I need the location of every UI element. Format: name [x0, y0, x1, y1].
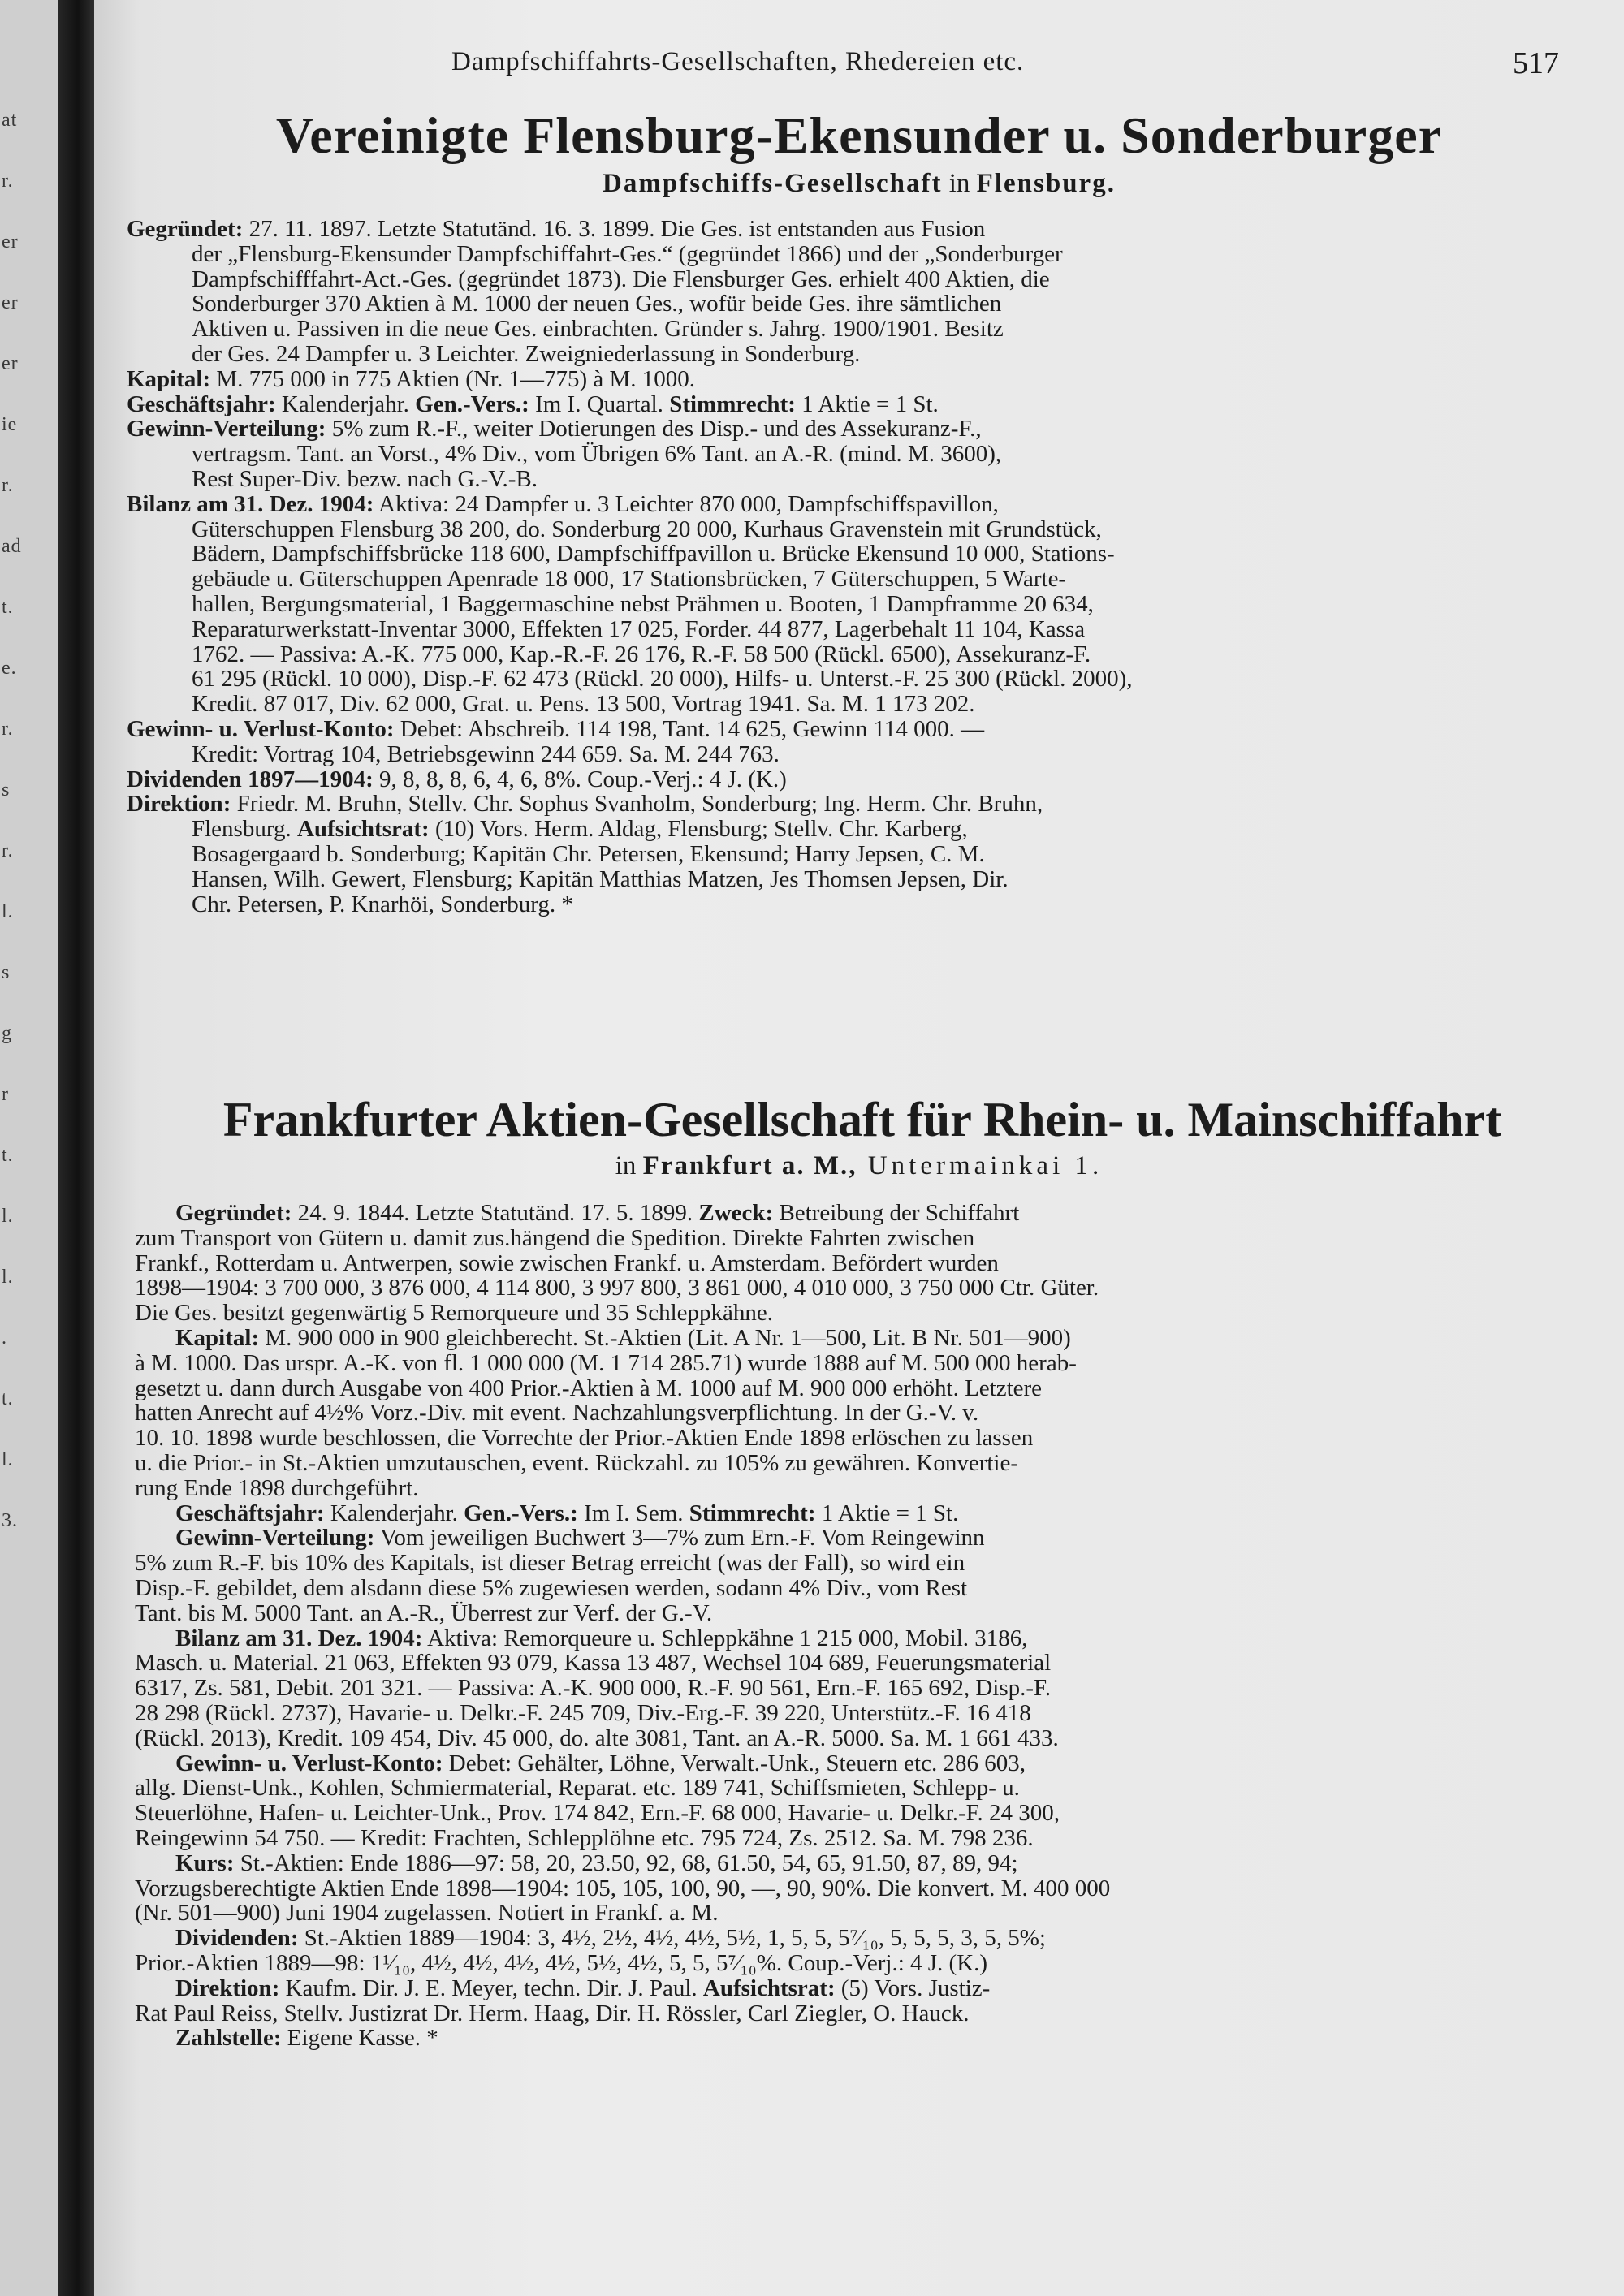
field-text: 28 298 (Rückl. 2737), Havarie- u. Delkr.-F. 245 709, Div.-Erg.-F. 39 220, Unterstütz.-F. 16 418	[135, 1700, 1031, 1726]
field-label: Kapital:	[175, 1325, 260, 1351]
field-label: Dividenden:	[175, 1925, 299, 1952]
field-text: Kalenderjahr.	[324, 1500, 464, 1526]
field-label: Gen.-Vers.:	[464, 1500, 578, 1526]
company1-text-line	[192, 667, 1133, 691]
field-label: Gewinn-Verteilung:	[127, 416, 326, 442]
field-text: allg. Dienst-Unk., Kohlen, Schmiermaterial, Reparat. etc. 189 741, Schiffsmieten, Schlepp- u.	[135, 1775, 1020, 1802]
company1-subtitle-name: Dampfschiffs-Gesellschaft	[603, 169, 943, 198]
field-text: 27. 11. 1897. Letzte Statutänd. 16. 3. 1899. Die Ges. ist entstanden aus Fusion	[243, 216, 986, 242]
adjacent-page-fragment: r.	[2, 719, 14, 740]
field-text: St.-Aktien 1889—1904: 3, 4½, 2½, 4½, 4½, 5½, 1, 5, 5, 5⁷⁄₁₀, 5, 5, 5, 3, 5, 5%;	[298, 1925, 1046, 1952]
field-label: Gegründet:	[175, 1200, 292, 1226]
company2-text-line	[135, 1377, 1042, 1400]
field-label: Kapital:	[127, 365, 211, 392]
company1-text-line	[127, 768, 787, 792]
adjacent-page-fragment: ie	[2, 414, 18, 435]
company2-text-line	[135, 1452, 1018, 1475]
company1-text-line	[127, 365, 696, 392]
company2-text-line	[135, 1224, 975, 1251]
field-label: Gewinn- u. Verlust-Konto:	[175, 1750, 443, 1776]
company1-text-line	[192, 693, 974, 716]
field-text: vertragsm. Tant. an Vorst., 4% Div., vom Übrigen 6% Tant. an A.-R. (mind. M. 3600),	[192, 441, 1002, 468]
field-text: Hansen, Wilh. Gewert, Flensburg; Kapitän Matthias Matzen, Jes Thomsen Jepsen, Dir.	[192, 865, 1009, 892]
field-text: Tant. bis M. 5000 Tant. an A.-R., Überrest zur Verf. der G.-V.	[135, 1599, 713, 1626]
field-text: 9, 8, 8, 8, 6, 4, 6, 8%. Coup.-Verj.: 4 J. (K.)	[373, 766, 787, 792]
adjacent-page-fragment: l.	[2, 1449, 14, 1470]
company2-text-line	[135, 1349, 1077, 1376]
field-label: Aufsichtsrat:	[296, 816, 430, 843]
field-text: Steuerlöhne, Hafen- u. Leichter-Unk., Prov. 174 842, Ern.-F. 68 000, Havarie- u. Delkr.-F. 24 300,	[135, 1800, 1060, 1827]
adjacent-page-fragment: at	[2, 110, 18, 131]
field-label: Gewinn-Verteilung:	[175, 1525, 375, 1552]
field-text: 6317, Zs. 581, Debit. 201 321. — Passiva: A.-K. 900 000, R.-F. 90 561, Ern.-F. 165 692, Disp.-F.	[135, 1675, 1052, 1702]
field-text: Masch. u. Material. 21 063, Effekten 93 079, Kassa 13 487, Wechsel 104 689, Feuerungsmaterial	[135, 1650, 1052, 1677]
company1-text-line	[192, 643, 1091, 667]
field-text: 1898—1904: 3 700 000, 3 876 000, 4 114 800, 3 997 800, 3 861 000, 4 010 000, 3 750 000 Ctr. Güter.	[135, 1275, 1099, 1301]
company2-text-line	[135, 1724, 1059, 1751]
field-text: St.-Aktien: Ende 1886—97: 58, 20, 23.50, 92, 68, 61.50, 54, 65, 91.50, 87, 89, 94;	[234, 1849, 1018, 1876]
company1-text-line	[192, 568, 1066, 591]
field-text: 1 Aktie = 1 St.	[795, 391, 939, 417]
field-text: gebäude u. Güterschuppen Apenrade 18 000, 17 Stationsbrücken, 7 Güterschuppen, 5 Warte-	[192, 566, 1067, 593]
adjacent-page-fragment: er	[2, 353, 19, 374]
company2-text-line	[135, 1702, 1031, 1725]
book-gutter	[58, 0, 94, 2296]
company2-text-line	[135, 1301, 773, 1325]
company1-text-line	[127, 490, 999, 517]
field-text: Prior.-Aktien 1889—98: 1¹⁄₁₀, 4½, 4½, 4½, 4½, 5½, 4½, 5, 5, 5⁷⁄₁₀%. Coup.-Verj.: 4 J. (K.)	[135, 1950, 988, 1976]
field-text: zum Transport von Gütern u. damit zus.hängend die Spedition. Direkte Fahrten zwischen	[135, 1224, 975, 1251]
company2-subtitle-place: Frankfurt a. M.,	[642, 1151, 857, 1180]
company1-text-line	[192, 865, 1009, 892]
company1-text-line	[192, 593, 1094, 616]
field-label: Aufsichtsrat:	[702, 1974, 836, 2001]
company2-text-line	[135, 1802, 1060, 1825]
adjacent-page-fragment: s	[2, 962, 11, 983]
field-label: Bilanz am 31. Dez. 1904:	[127, 490, 374, 517]
company1-subtitle-place: Flensburg.	[976, 169, 1116, 198]
field-text: M. 900 000 in 900 gleichberecht. St.-Aktien (Lit. A Nr. 1—500, Lit. B Nr. 501—900)	[259, 1325, 1071, 1351]
company2-text-line	[135, 1827, 1034, 1850]
adjacent-page-fragment: t.	[2, 1145, 14, 1166]
adjacent-page-fragment: .	[2, 1327, 7, 1349]
company1-text-line	[192, 343, 860, 366]
adjacent-page-fragment: l.	[2, 1267, 14, 1288]
adjacent-page-fragment: r.	[2, 170, 14, 192]
company2-text-line	[175, 1327, 1071, 1350]
book-page	[94, 0, 1624, 2296]
company2-title: Frankfurter Aktien-Gesellschaft für Rhein- u. Mainschiffahrt	[222, 1093, 1502, 1146]
adjacent-page-strip	[0, 0, 58, 2296]
field-text: Kredit: Vortrag 104, Betriebsgewinn 244 659. Sa. M. 244 763.	[192, 740, 780, 767]
company2-text-line	[135, 1599, 713, 1626]
adjacent-page-fragment: er	[2, 231, 19, 252]
company1-text-line	[192, 740, 780, 767]
field-text: Kalenderjahr.	[275, 391, 416, 417]
company2-text-line	[135, 2002, 970, 2026]
field-label: Gen.-Vers.:	[415, 391, 529, 417]
company2-text-line	[135, 1677, 1051, 1700]
company2-text-line	[135, 1651, 1051, 1675]
company1-subtitle	[94, 169, 1624, 199]
field-text: Vorzugsberechtigte Aktien Ende 1898—1904: 105, 105, 100, 90, —, 90, 90%. Die konvert. M. 400 000	[135, 1875, 1111, 1901]
company1-subtitle-in: in	[948, 169, 970, 198]
company1-text-line	[192, 893, 573, 917]
field-label: Kurs:	[175, 1849, 235, 1876]
field-text: Betreibung der Schiffahrt	[773, 1200, 1020, 1226]
company2-text-line	[175, 1526, 985, 1550]
field-text: der Ges. 24 Dampfer u. 3 Leichter. Zweigniederlassung in Sonderburg.	[192, 341, 861, 367]
company1-text-line	[127, 393, 939, 416]
field-text: Vom jeweiligen Buchwert 3—7% zum Ern.-F. Vom Reingewinn	[374, 1525, 985, 1552]
field-label: Direktion:	[175, 1974, 280, 2001]
field-text: Rat Paul Reiss, Stellv. Justizrat Dr. Herm. Haag, Dir. H. Rössler, Carl Ziegler, O. Hauck.	[135, 2000, 970, 2026]
page-number: 517	[1513, 46, 1559, 80]
field-text: 24. 9. 1844. Letzte Statutänd. 17. 5. 1899.	[292, 1200, 699, 1226]
field-text: (10) Vors. Herm. Aldag, Flensburg; Stellv. Chr. Karberg,	[429, 816, 968, 843]
company1-text-line	[127, 417, 982, 441]
company1-text-line	[192, 468, 538, 491]
company1-text-line	[192, 843, 985, 866]
adjacent-page-fragment: e.	[2, 658, 17, 679]
company2-text-line	[135, 1877, 1110, 1901]
field-text: Kredit. 87 017, Div. 62 000, Grat. u. Pens. 13 500, Vortrag 1941. Sa. M. 1 173 202.	[192, 691, 975, 718]
company2-text-line	[175, 1974, 991, 2001]
field-text: 10. 10. 1898 wurde beschlossen, die Vorrechte der Prior.-Aktien Ende 1898 erlöschen zu lassen	[135, 1425, 1034, 1452]
adjacent-page-fragment: s	[2, 779, 11, 801]
field-text: Bosagergaard b. Sonderburg; Kapitän Chr. Petersen, Ekensund; Harry Jepsen, C. M.	[192, 841, 985, 867]
field-text: hallen, Bergungsmaterial, 1 Baggermaschine nebst Prähmen u. Booten, 1 Dampframme 20 634,	[192, 591, 1094, 617]
adjacent-page-fragment: r.	[2, 840, 14, 861]
field-text: Kaufm. Dir. J. E. Meyer, techn. Dir. J. Paul.	[279, 1974, 703, 2001]
field-label: Gegründet:	[127, 216, 244, 242]
company2-text-line	[135, 1577, 967, 1600]
field-text: (Rückl. 2013), Kredit. 109 454, Div. 45 000, do. alte 3081, Tant. an A.-R. 5000. Sa. M. 1 661 433.	[135, 1724, 1059, 1751]
company2-text-line	[175, 1927, 1046, 1950]
adjacent-page-fragment: t.	[2, 1388, 14, 1409]
field-text: Dampfschifffahrt-Act.-Ges. (gegründet 1873). Die Flensburger Ges. erhielt 400 Aktien, die	[192, 265, 1050, 292]
field-text: u. die Prior.- in St.-Aktien umzutauschen, event. Rückzahl. zu 105% zu gewähren. Konvertie-	[135, 1450, 1018, 1476]
field-label: Bilanz am 31. Dez. 1904:	[175, 1625, 423, 1651]
company2-text-line	[135, 1249, 999, 1276]
field-label: Geschäftsjahr:	[127, 391, 276, 417]
field-text: Aktiva: 24 Dampfer u. 3 Leichter 870 000, Dampfschiffspavillon,	[374, 490, 999, 517]
company1-text-line	[127, 218, 985, 241]
running-head: Dampfschiffahrts-Gesellschaften, Rhedereien etc.	[451, 47, 1025, 76]
company2-text-line	[175, 1627, 1028, 1651]
company2-text-line	[135, 1552, 965, 1575]
company1-text-line	[127, 718, 984, 741]
field-label: Zweck:	[698, 1200, 774, 1226]
field-text: Die Ges. besitzt gegenwärtig 5 Remorqueure und 35 Schleppkähne.	[135, 1300, 774, 1327]
field-text: Güterschuppen Flensburg 38 200, do. Sonderburg 20 000, Kurhaus Gravenstein mit Grundstück,	[192, 516, 1102, 542]
adjacent-page-fragment: l.	[2, 1206, 14, 1227]
company2-text-line	[135, 1426, 1033, 1450]
field-text: 5% zum R.-F., weiter Dotierungen des Disp.- und des Assekuranz-F.,	[326, 416, 982, 442]
field-text: gesetzt u. dann durch Ausgabe von 400 Prior.-Aktien à M. 1000 auf M. 900 000 erhöht. Letztere	[135, 1375, 1043, 1401]
company1-text-line	[192, 542, 1115, 566]
adjacent-page-fragment: r.	[2, 475, 14, 496]
company2-text-line	[135, 1474, 419, 1501]
company2-text-line	[175, 2026, 438, 2050]
company2-subtitle-address: Untermainkai 1.	[857, 1151, 1104, 1180]
company1-text-line	[192, 518, 1102, 542]
adjacent-page-fragment: t.	[2, 597, 14, 618]
field-text: Bädern, Dampfschiffsbrücke 118 600, Dampfschiffpavillon u. Brücke Ekensund 10 000, Stations-	[192, 541, 1115, 568]
adjacent-page-fragment: r	[2, 1084, 9, 1105]
field-text: Im I. Quartal.	[529, 391, 670, 417]
field-text: Frankf., Rotterdam u. Antwerpen, sowie zwischen Frankf. u. Amsterdam. Befördert wurden	[135, 1249, 999, 1276]
field-text: rung Ende 1898 durchgeführt.	[135, 1474, 419, 1501]
company2-text-line	[135, 1952, 987, 1975]
field-text: Debet: Gehälter, Löhne, Verwalt.-Unk., Steuern etc. 286 603,	[443, 1750, 1026, 1776]
company1-text-line	[192, 818, 968, 841]
field-text: 1762. — Passiva: A.-K. 775 000, Kap.-R.-F. 26 176, R.-F. 58 500 (Rückl. 6500), Assekuranz-F.	[192, 641, 1091, 667]
field-text: Debet: Abschreib. 114 198, Tant. 14 625, Gewinn 114 000. —	[394, 716, 985, 742]
company2-text-line	[135, 1901, 718, 1925]
field-label: Stimmrecht:	[669, 391, 796, 417]
field-text: Rest Super-Div. bezw. nach G.-V.-B.	[192, 466, 538, 492]
field-text: 5% zum R.-F. bis 10% des Kapitals, ist dieser Betrag erreicht (was der Fall), so wird ein	[135, 1550, 965, 1577]
adjacent-page-fragment: 3.	[2, 1510, 18, 1531]
field-text: 61 295 (Rückl. 10 000), Disp.-F. 62 473 (Rückl. 20 000), Hilfs- u. Unterst.-F. 25 300 (Rückl. 2000),	[192, 666, 1133, 693]
company1-text-line	[192, 615, 1086, 642]
adjacent-page-fragment: ad	[2, 536, 22, 557]
field-text: 1 Aktie = 1 St.	[815, 1500, 959, 1526]
company2-text-line	[175, 1202, 1019, 1225]
field-text: Reingewinn 54 750. — Kredit: Frachten, Schlepplöhne etc. 795 724, Zs. 2512. Sa. M. 798 236.	[135, 1825, 1034, 1851]
adjacent-page-fragment: g	[2, 1023, 12, 1044]
field-label: Geschäftsjahr:	[175, 1500, 325, 1526]
company2-subtitle-in: in	[615, 1151, 637, 1180]
company1-text-line	[192, 240, 1063, 267]
field-label: Gewinn- u. Verlust-Konto:	[127, 716, 395, 742]
company1-text-line	[127, 792, 1043, 816]
field-text: Im I. Sem.	[577, 1500, 689, 1526]
company2-text-line	[135, 1401, 978, 1425]
adjacent-page-fragment: er	[2, 292, 19, 313]
field-text: hatten Anrecht auf 4½% Vorz.-Div. mit event. Nachzahlungsverpflichtung. In der G.-V. v.	[135, 1400, 979, 1426]
field-text: Sonderburger 370 Aktien à M. 1000 der neuen Ges., wofür beide Ges. ihre sämtlichen	[192, 291, 1002, 317]
adjacent-page-fragment: l.	[2, 901, 14, 922]
field-label: Zahlstelle:	[175, 2025, 282, 2052]
field-text: Reparaturwerkstatt-Inventar 3000, Effekten 17 025, Forder. 44 877, Lagerbehalt 11 104, Kassa	[192, 615, 1086, 642]
field-text: (5) Vors. Justiz-	[835, 1974, 991, 2001]
company2-text-line	[175, 1502, 958, 1526]
field-label: Direktion:	[127, 791, 231, 818]
field-text: Aktiven u. Passiven in die neue Ges. einbrachten. Gründer s. Jahrg. 1900/1901. Besitz	[192, 316, 1004, 343]
company2-text-line	[135, 1776, 1020, 1800]
field-text: Aktiva: Remorqueure u. Schleppkähne 1 215 000, Mobil. 3186,	[422, 1625, 1028, 1651]
field-text: Disp.-F. gebildet, dem alsdann diese 5% zugewiesen werden, sodann 4% Div., vom Rest	[135, 1575, 968, 1601]
field-text: M. 775 000 in 775 Aktien (Nr. 1—775) à M. 1000.	[210, 365, 696, 392]
company1-text-line	[192, 442, 1001, 466]
company2-text-line	[175, 1849, 1018, 1876]
company1-text-line	[192, 265, 1050, 292]
company2-text-line	[175, 1752, 1026, 1776]
field-text: der „Flensburg-Ekensunder Dampfschiffahrt-Ges.“ (gegründet 1866) und der „Sonderburger	[192, 240, 1063, 267]
field-text: (Nr. 501—900) Juni 1904 zugelassen. Notiert in Frankf. a. M.	[135, 1900, 719, 1927]
field-text: Friedr. M. Bruhn, Stellv. Chr. Sophus Svanholm, Sonderburg; Ing. Herm. Chr. Bruhn,	[231, 791, 1043, 818]
company1-title: Vereinigte Flensburg-Ekensunder u. Sonderburger	[275, 106, 1443, 164]
field-label: Stimmrecht:	[689, 1500, 816, 1526]
company2-subtitle	[94, 1151, 1624, 1181]
company2-text-line	[135, 1276, 1099, 1300]
field-text: Eigene Kasse. *	[281, 2025, 438, 2052]
field-text: Chr. Petersen, P. Knarhöi, Sonderburg. *	[192, 891, 573, 917]
field-text: Flensburg.	[192, 816, 297, 843]
field-text: à M. 1000. Das urspr. A.-K. von fl. 1 000 000 (M. 1 714 285.71) wurde 1888 auf M. 500 000 herab-	[135, 1349, 1077, 1376]
company1-text-line	[192, 292, 1001, 316]
company1-text-line	[192, 317, 1004, 341]
field-label: Dividenden 1897—1904:	[127, 766, 374, 792]
